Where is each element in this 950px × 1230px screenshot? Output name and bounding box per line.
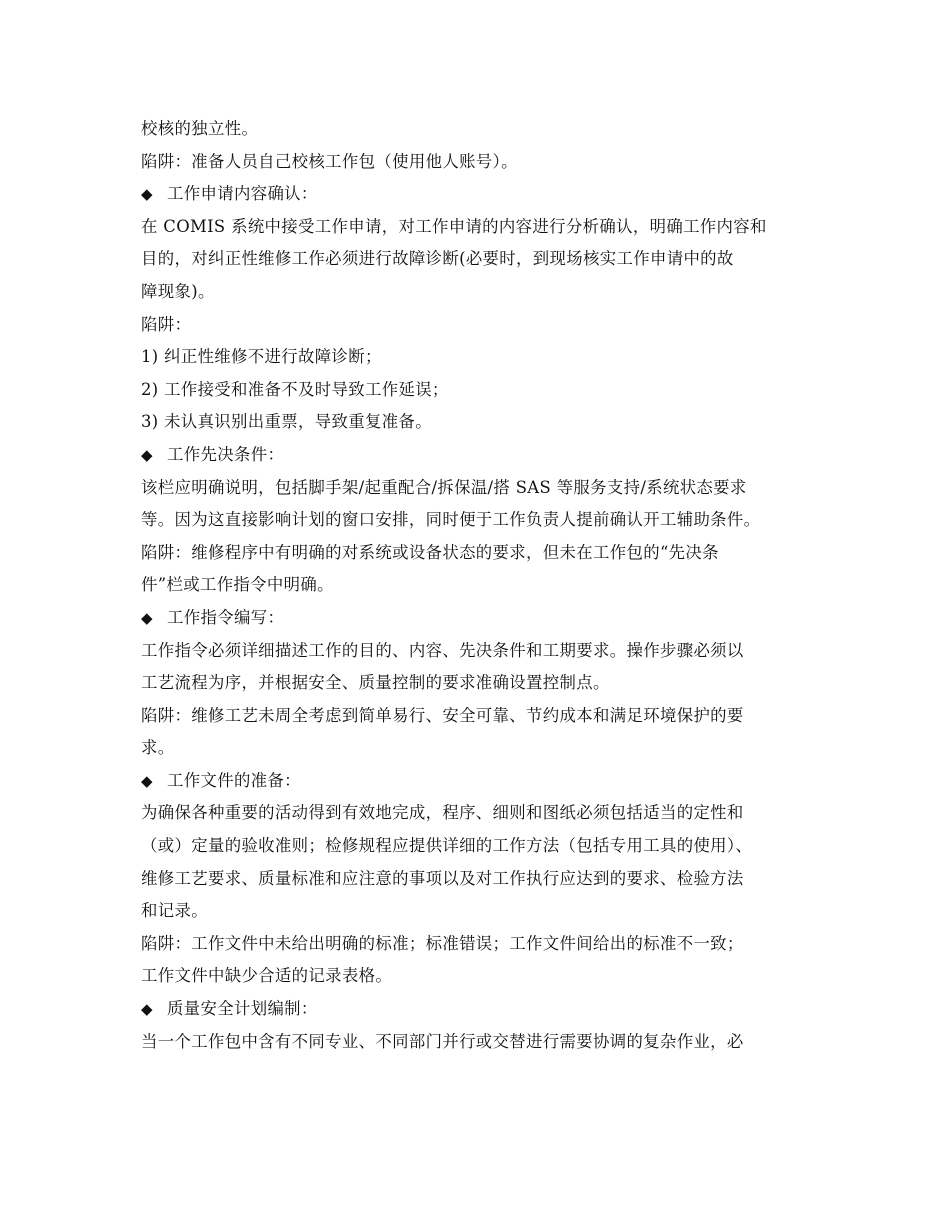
paragraph-line: 维修工艺要求、质量标准和应注意的事项以及对工作执行应达到的要求、检验方法 — [141, 868, 744, 888]
paragraph-line: 3) 未认真识别出重票，导致重复准备。 — [141, 412, 432, 432]
diamond-bullet-icon: ◆ — [141, 445, 153, 464]
paragraph-line: 等。因为这直接影响计划的窗口安排，同时便于工作负责人提前确认开工辅助条件。 — [141, 510, 761, 530]
section-heading — [141, 439, 821, 472]
paragraph-line: 该栏应明确说明，包括脚手架/起重配合/拆保温/搭 SAS 等服务支持/系统状态要求 — [141, 477, 747, 497]
section-heading-text: 工作先决条件： — [167, 444, 285, 464]
section-heading — [141, 178, 821, 211]
paragraph-line: 陷阱：维修程序中有明确的对系统或设备状态的要求，但未在工作包的“先决条 — [141, 542, 719, 562]
paragraph-line: （或）定量的验收准则；检修规程应提供详细的工作方法（包括专用工具的使用）、 — [141, 836, 753, 856]
paragraph-line: 和记录。 — [141, 901, 208, 921]
section-heading — [141, 765, 821, 798]
paragraph-line: 陷阱：维修工艺未周全考虑到简单易行、安全可靠、节约成本和满足环境保护的要 — [141, 705, 744, 725]
diamond-bullet-icon: ◆ — [141, 608, 153, 627]
section-heading-text: 工作指令编写： — [167, 607, 285, 627]
paragraph-line: 校核的独立性。 — [141, 119, 259, 138]
paragraph-line: 1) 纠正性维修不进行故障诊断； — [141, 347, 382, 367]
paragraph-line: 障现象)。 — [141, 281, 215, 301]
section-heading-text: 质量安全计划编制： — [167, 999, 318, 1019]
paragraph-line: 目的，对纠正性维修工作必须进行故障诊断(必要时，到现场核实工作申请中的故 — [141, 249, 734, 269]
diamond-bullet-icon: ◆ — [141, 771, 153, 790]
paragraph-line: 工艺流程为序，并根据安全、质量控制的要求准确设置控制点。 — [141, 673, 610, 693]
diamond-bullet-icon: ◆ — [141, 1000, 153, 1019]
paragraph-line: 2) 工作接受和准备不及时导致工作延误； — [141, 379, 449, 399]
section-heading — [141, 602, 821, 635]
paragraph-line: 在 COMIS 系统中接受工作申请，对工作申请的内容进行分析确认，明确工作内容和 — [141, 216, 767, 236]
section-heading-text: 工作文件的准备： — [167, 770, 301, 790]
paragraph-line: 工作文件中缺少合适的记录表格。 — [141, 966, 393, 986]
paragraph-line: 陷阱：工作文件中未给出明确的标准；标准错误；工作文件间给出的标准不一致； — [141, 933, 744, 953]
paragraph-line: 工作指令必须详细描述工作的目的、内容、先决条件和工期要求。操作步骤必须以 — [141, 640, 744, 660]
paragraph-line: 当一个工作包中含有不同专业、不同部门并行或交替进行需要协调的复杂作业，必 — [141, 1031, 744, 1051]
section-heading — [141, 993, 821, 1026]
document-body — [141, 113, 821, 1058]
paragraph-line: 陷阱：准备人员自己校核工作包（使用他人账号）。 — [141, 151, 518, 171]
paragraph-line: 为确保各种重要的活动得到有效地完成，程序、细则和图纸必须包括适当的定性和 — [141, 803, 744, 823]
section-heading-text: 工作申请内容确认： — [167, 184, 318, 204]
paragraph-line: 件”栏或工作指令中明确。 — [141, 575, 334, 595]
diamond-bullet-icon: ◆ — [141, 185, 153, 204]
paragraph-line: 陷阱： — [141, 314, 192, 334]
paragraph-line: 求。 — [141, 738, 175, 758]
